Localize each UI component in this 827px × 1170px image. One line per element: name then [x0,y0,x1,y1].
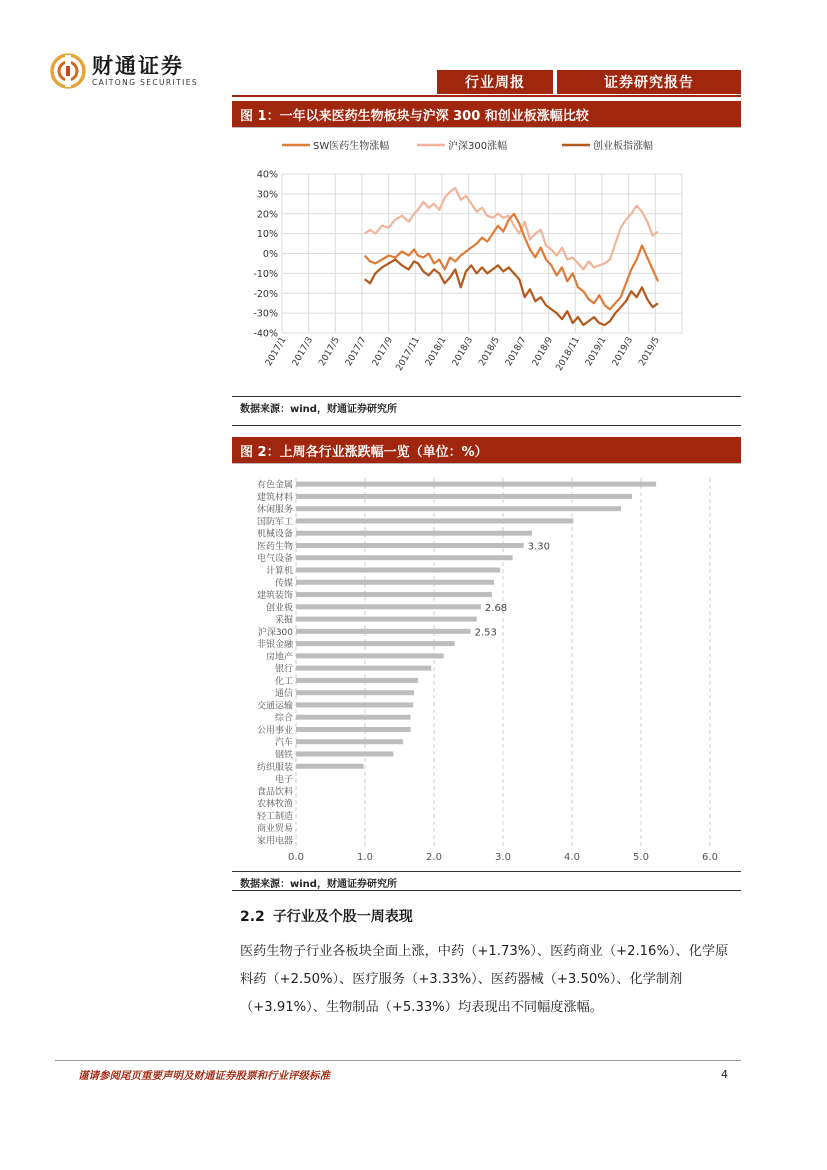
legend-label: SW医药生物涨幅 [313,141,390,152]
x-tick-label: 1.0 [357,852,373,863]
x-tick-label: 2017/7 [344,335,369,368]
category-label: 医药生物 [256,541,293,552]
category-label: 建筑材料 [256,492,293,503]
footer-disclaimer: 谨请参阅尾页重要声明及财通证券股票和行业评级标准 [78,1070,330,1082]
bar [296,715,411,720]
bar [296,592,492,597]
category-label: 有色金属 [256,480,293,491]
section-heading [240,906,413,926]
bar [296,518,573,523]
line-chart [232,128,741,398]
category-label: 电气设备 [256,554,293,565]
bar [296,752,393,757]
category-label: 纺织服装 [256,762,293,773]
category-label: 电子 [274,775,293,786]
bar-chart-categories [257,479,294,847]
category-label: 非银金融 [256,640,293,651]
category-label: 轻工制造 [256,811,293,822]
bar [296,641,455,646]
header-tab-weekly: 行业周报 [437,70,553,94]
series-line-2 [365,260,658,326]
legend-label: 沪深300涨幅 [448,141,508,152]
category-label: 食品饮料 [256,787,293,798]
bar [296,531,532,536]
x-tick-label: 2018/3 [450,335,476,368]
category-label: 沪深300 [257,627,293,638]
bar [296,764,364,769]
bar [296,727,411,732]
figure1-source: 数据来源：wind，财通证券研究所 [240,404,397,415]
category-label: 采掘 [274,615,293,626]
line-chart-x-axis [264,335,662,373]
line-chart-grid [282,174,682,333]
category-label: 综合 [274,713,293,724]
figure2-title-rule [232,463,741,464]
figure1-bottom-rule [232,425,741,426]
figure1-title: 图 1：一年以来医药生物板块与沪深 300 和创业板涨幅比较 [232,101,741,127]
bar [296,555,513,560]
bar [296,482,656,487]
category-label: 创业板 [265,603,293,614]
y-tick-label: 40% [256,169,278,181]
company-logo [50,52,198,90]
x-tick-label: 4.0 [564,852,580,863]
data-label: 3.30 [527,541,550,553]
figure2-bottom-rule [232,890,741,891]
x-tick-label: 2017/5 [317,335,342,368]
bar [296,617,477,622]
category-label: 公用事业 [256,725,293,736]
data-label: 2.68 [484,602,508,614]
bar [296,702,413,707]
y-tick-label: 10% [256,229,278,241]
footer-rule [55,1060,741,1061]
series-line-0 [365,214,658,309]
header-rule [232,95,741,97]
figure1-source-rule [232,396,741,397]
y-tick-label: -40% [253,328,278,340]
line-chart-series [365,188,658,325]
bar [296,666,431,671]
legend-label: 创业板指涨幅 [593,141,653,152]
section-paragraph: 医药生物子行业各板块全面上涨，中药（+1.73%）、医药商业（+2.16%）、化学原料药（+2.50%）、医疗服务（+3.33%）、医药器械（+3.50%）、化学制剂（+3.91%）、生物制品（+5.33%）均表现出不同幅度涨幅。 [240,944,729,1015]
category-label: 农林牧渔 [256,799,293,810]
category-label: 通信 [274,689,293,700]
y-tick-label: 20% [256,209,278,221]
line-chart-y-axis [253,170,278,340]
x-tick-label: 2019/3 [610,335,636,368]
category-label: 交通运输 [256,701,293,712]
category-label: 休闲服务 [256,505,293,516]
bar [296,580,494,585]
series-line-1 [365,188,658,270]
page-number: 4 [721,1068,728,1081]
bar [296,604,481,609]
category-label: 国防军工 [256,517,293,528]
x-tick-label: 5.0 [633,852,649,863]
bar [296,506,621,511]
category-label: 钢铁 [274,750,293,761]
bar [296,690,414,695]
logo-chinese-name: 财通证券 [92,53,184,78]
header-tab-research: 证券研究报告 [557,70,741,94]
x-tick-label: 2018/9 [530,335,556,368]
x-tick-label: 2.0 [426,852,442,863]
x-tick-label: 2019/1 [584,335,609,368]
category-label: 银行 [274,664,293,675]
category-label: 机械设备 [256,529,293,540]
category-label: 建筑装饰 [256,591,293,602]
figure2-title: 图 2：上周各行业涨跌幅一览（单位：%） [232,437,741,463]
bar [296,739,403,744]
bar [296,678,418,683]
category-label: 商业贸易 [256,824,293,835]
caitong-logo-icon [50,52,86,90]
y-tick-label: -30% [253,308,278,320]
logo-english-name: CAITONG SECURITIES [92,78,199,87]
section-title: 子行业及个股一周表现 [272,909,413,925]
line-chart-legend [282,139,653,152]
category-label: 房地产 [265,652,293,663]
figure2-source: 数据来源：wind，财通证券研究所 [240,879,397,890]
bar [296,568,500,573]
data-label: 2.53 [474,627,497,639]
category-label: 家用电器 [256,836,293,847]
y-tick-label: 0% [262,249,278,260]
category-label: 汽车 [274,738,293,749]
x-tick-label: 2017/3 [290,335,316,368]
x-tick-label: 6.0 [702,852,718,863]
bar [296,629,471,634]
category-label: 计算机 [265,566,293,577]
x-tick-label: 2017/9 [370,335,396,368]
x-tick-label: 2018/7 [504,335,529,368]
bar-chart-bars [296,482,656,769]
x-tick-label: 2018/5 [477,335,502,368]
bar [296,543,524,548]
y-tick-label: -10% [253,268,278,280]
section-number: 2.2 [240,909,265,925]
figure2-source-rule [232,871,741,872]
category-label: 化工 [274,676,293,687]
y-tick-label: -20% [253,288,278,300]
bar [296,653,444,658]
x-tick-label: 0.0 [288,852,304,863]
x-tick-label: 3.0 [495,852,511,863]
x-tick-label: 2018/11 [554,335,582,373]
x-tick-label: 2019/5 [637,335,662,368]
y-tick-label: 30% [256,189,278,201]
bar-chart [232,468,741,866]
x-tick-label: 2018/1 [424,335,449,368]
bar [296,494,632,499]
x-tick-label: 2017/1 [264,335,289,368]
category-label: 传媒 [274,578,293,589]
x-tick-label: 2017/11 [394,335,422,373]
bar-chart-x-axis [288,852,718,863]
